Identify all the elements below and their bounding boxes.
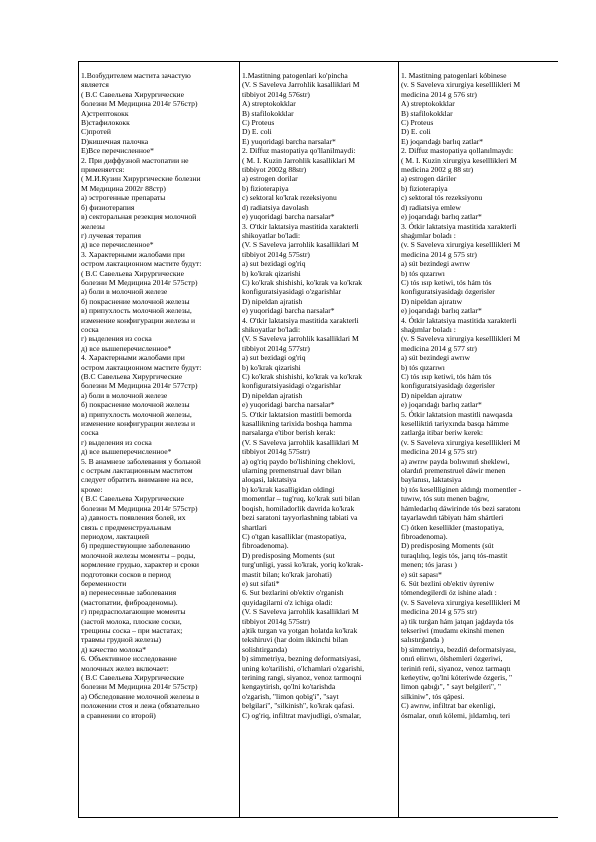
text-line: (v. S Saveleva xirurgiya keselllikleri M: [401, 437, 521, 447]
text-line: C) ótken kesellikler (mastopatiya,: [401, 522, 504, 532]
text-line: C) awrıw, infiltrat bar ekenligi,: [401, 701, 496, 711]
text-line: shaǵımlar boladı :: [401, 324, 456, 334]
text-line: г) выделения из соска: [81, 334, 152, 344]
text-line: a) tik turǵan hám jatqan jaǵdayda tós: [401, 616, 514, 626]
text-line: б) предшествующие заболеванию: [81, 541, 191, 551]
text-line: turg'unligi, yassi ko'krak, yoriq ko'krak-: [242, 560, 364, 570]
text-line: tibbiyot 2014g 575str): [242, 447, 310, 457]
text-line: болезни М Медицина 2014г 576стр): [81, 99, 198, 109]
text-line: 5. Ótkir laktatsion mastitli nawqasda: [401, 409, 513, 419]
text-line: следует обратить внимание на все,: [81, 475, 194, 485]
text-line: konfiguratsiyasidaǵı ózgerisler: [401, 287, 495, 297]
text-line: кроме:: [81, 484, 103, 494]
text-line: D)кишечная палочка: [81, 136, 149, 146]
text-line: в) припухлость молочной железы,: [81, 409, 192, 419]
text-line: 1. Mastitning patogenlari kóbinese: [401, 71, 507, 80]
text-line: tibbiyot 2002g 88str): [242, 165, 307, 175]
text-line: medicina 2014 g 575 str): [401, 607, 477, 617]
text-line: а) давность появления болей, их: [81, 513, 186, 523]
text-line: e) yuqoridagi barcha narsalar*: [242, 306, 335, 316]
text-line: keńeytiw, qo'lni kóteriwde ózgeris, ": [401, 673, 513, 682]
text-line: a) awrıw payda bolıwınıń sheklewi,: [401, 456, 510, 466]
text-line: belgilari", "silkinish", ko'krak qafasi.: [242, 701, 355, 711]
text-line: 4. O'tkir laktatsiya mastitida xarakterli: [242, 315, 359, 325]
text-line: Е)Все перечисленное*: [81, 146, 154, 156]
text-line: 1.Mastitning patogenlari ko'pincha: [242, 71, 348, 80]
text-line: bezi saratoni tayyorlashning tabiati va: [242, 513, 358, 523]
text-line: A) streptokokklar: [401, 99, 455, 109]
text-line: 3. O'tkir laktatsiya mastitida xarakterli: [242, 221, 359, 231]
text-line: o'zgarish, "limon qobig'i", "sayt: [242, 691, 339, 701]
text-line: 5. O'tkir laktatsion mastitli bemorda: [242, 409, 352, 419]
text-line: kasallikning tarixida boshqa hamma: [242, 419, 352, 429]
text-line: в) припухлость молочной железы,: [81, 306, 192, 316]
text-line: 1.Возбудителем мастита зачастую: [81, 71, 191, 80]
text-line: e) joqarıdaǵı barlıq zatlar*: [401, 306, 482, 316]
text-line: konfiguratsiyasidaǵı ózgerisler: [401, 381, 495, 391]
text-line: С)протей: [81, 127, 111, 137]
text-line: 3. Характерными жалобами при: [81, 249, 185, 259]
text-line: (v. S Saveleva xirurgiya keselllikleri M: [401, 240, 521, 250]
text-line: молочной железы моменты – роды,: [81, 550, 196, 560]
text-line: C) ko'krak shishishi, ko'krak va ko'krak: [242, 372, 363, 381]
text-line: соска: [81, 324, 99, 334]
text-line: д) качество молока*: [81, 644, 147, 654]
text-line: c) sektoral tós rezeksiyonu: [401, 193, 483, 203]
text-line: medicina 2014 g 575 str): [401, 249, 477, 259]
text-line: kengaytirish, qo'lni ko'tarishda: [242, 682, 336, 692]
text-line: д) все вышеперечисленное*: [81, 343, 172, 353]
text-line: 2. Diffuz mastopatiya qollanılmaydı:: [401, 146, 514, 156]
text-line: b) tós qızarıwı: [401, 362, 445, 372]
text-line: а) боли в молочной железе: [81, 390, 168, 400]
text-line: tibbiyot 2014g 576str): [242, 89, 310, 99]
text-line: железы: [81, 221, 105, 231]
text-line: shikoyatlar bo'ladi:: [242, 324, 301, 334]
text-line: c) sektoral ko'krak rezeksiyonu: [242, 193, 337, 203]
text-line: a)tik turgan va yotgan holatda ko'krak: [242, 625, 358, 635]
text-line: ósmalar, onıń kólemi, jıldamlıq, teri: [401, 710, 511, 720]
text-line: C) og'riq, infiltrat mavjudligi, o'smalar,: [242, 710, 362, 720]
text-line: а) эстрогенные препараты: [81, 193, 166, 203]
text-line: 2. Diffuz mastopatiya qo'llanilmaydi:: [242, 146, 356, 156]
text-line: 4. Ótkir laktatsiya mastitida xarakterli: [401, 315, 517, 325]
text-line: 3. Ótkir laktatsiya mastitida xarakterli: [401, 221, 517, 231]
text-line: b) ko'krak qizarishi: [242, 268, 301, 278]
text-line: b) simmetriya, bezning deformatsiyasi,: [242, 654, 361, 664]
text-line: fibroadenoma).: [242, 541, 289, 551]
text-line: boqish, homiladorlik davrida ko'krak: [242, 503, 355, 513]
text-line: ( В.С Савельева Хирургические: [81, 268, 184, 278]
text-line: ( В.С Савельева Хирургические: [81, 89, 184, 99]
text-line: травмы грудной железы): [81, 635, 162, 645]
text-line: momentlar – tug'ruq, ko'krak suti bilan: [242, 494, 360, 504]
text-line: b) tós kesellliginen aldınǵı momentler -: [401, 484, 521, 494]
text-line: трещины соска – при мастатах;: [81, 625, 183, 635]
text-line: silkiniw", tós qápesi.: [401, 691, 465, 701]
text-line: 6. Sut bezlarini ob'ektiv o'rganish: [242, 588, 344, 598]
text-line: C) tós ısıp ketiwi, tós hám tós: [401, 277, 492, 287]
text-line: konfiguratsiyasidagi o'zgarishlar: [242, 287, 342, 297]
text-line: B) stafilokokklar: [401, 108, 453, 118]
text-line: shikoyatlar bo'ladi:: [242, 230, 301, 240]
text-line: (V. S Saveleva jarrohlik kasalliklari M: [242, 334, 359, 344]
text-line: D) nipeldan ajratish: [242, 296, 303, 306]
text-line: ( В.С Савельева Хирургические: [81, 494, 184, 504]
text-line: a) sút bezindegi awrıw: [401, 353, 470, 363]
text-line: (v. S Saveleva xirurgiya keselllikleri M: [401, 334, 521, 344]
text-line: e) sút sapası*: [401, 569, 442, 579]
text-line: 5. В анамнезе заболевания у больной: [81, 456, 201, 466]
text-line: соска: [81, 428, 99, 438]
text-line: с острым лактационным маститом: [81, 466, 193, 476]
text-line: D) nipeldan ajıratıw: [401, 296, 463, 306]
text-line: d) radiatsiya emlew: [401, 202, 461, 212]
text-line: tómendegilerdi óz ishine aladı :: [401, 588, 497, 598]
text-line: a) sút bezindegi awrıw: [401, 259, 470, 269]
text-line: keselliktiń tariyxında basqa hámme: [401, 419, 509, 429]
text-line: tibbiyot 2014g 577str): [242, 343, 310, 353]
text-line: limon qabıǵı", " sayt belgileri", ": [401, 682, 501, 692]
text-line: (V. S Saveleva jarrohlik kasalliklari M: [242, 437, 359, 447]
text-line: medicina 2002 g 88 str): [401, 165, 474, 175]
text-line: болезни М Медицина 2014г 575стр): [81, 277, 198, 287]
text-line: D) E. coli: [242, 127, 272, 137]
text-line: shaǵımlar boladı :: [401, 230, 456, 240]
text-line: uning ko'tarilishi, o'lchamlari o'zgarishi,: [242, 663, 364, 673]
text-line: b) simmetriya, bezdiń deformatsiyası,: [401, 644, 516, 654]
text-line: e) joqarıdaǵı barlıq zatlar*: [401, 400, 482, 410]
text-line: б) физиотерапия: [81, 202, 135, 212]
text-line: medicina 2014 g 575 str): [401, 447, 477, 457]
text-line: кормление грудью, характер и сроки: [81, 560, 199, 570]
text-line: terining rangi, siyanoz, venoz tarmoqni: [242, 673, 362, 682]
text-line: menen; tós jarası ): [401, 560, 457, 570]
text-line: беременности: [81, 578, 127, 588]
text-line: a) estrogen dorilar: [242, 174, 298, 184]
text-line: b) tós qızarıwı: [401, 268, 445, 278]
text-line: narsalarga e'tibor berish kerak:: [242, 428, 336, 438]
text-line: olardıń premenstruel dáwir menen: [401, 466, 506, 476]
text-line: E) yuqoridagi barcha narsalar*: [242, 136, 336, 146]
text-line: medicina 2014 g 577 str): [401, 343, 477, 353]
text-line: e) yuqoridagi barcha narsalar*: [242, 212, 335, 222]
text-line: (V. S Saveleva jarrohlik kasalliklari M: [242, 240, 359, 250]
text-line: teriniń reńi, siyanoz, venoz tarmaqtı: [401, 663, 511, 673]
text-line: А)стрептококк: [81, 108, 129, 118]
text-line: болезни М Медицина 2014г 575стр): [81, 682, 198, 692]
text-line: г) предрасполагающие моменты: [81, 607, 186, 617]
text-line: (В.С Савельева Хирургические: [81, 372, 183, 381]
text-line: болезни М Медицина 2014г 575стр): [81, 503, 198, 513]
text-line: C) Proteus: [401, 118, 434, 128]
text-line: medicina 2014 g 576 str): [401, 89, 477, 99]
question-table: [78, 61, 558, 818]
text-line: связь с предменструальным: [81, 522, 172, 532]
text-line: периодом, лактацией: [81, 531, 150, 541]
question-table-container: [78, 61, 558, 818]
text-line: д) все перечисленное*: [81, 240, 154, 250]
text-line: quyidagilarni o'z ichiga oladi:: [242, 597, 333, 607]
text-line: solishtirganda): [242, 644, 287, 654]
text-line: (V. S Saveleva Jarrohlik kasalliklari M: [242, 80, 360, 90]
text-line: остром лактационном мастите будут:: [81, 259, 202, 269]
text-line: C) Proteus: [242, 118, 275, 128]
column-karakalpak: [399, 62, 559, 818]
text-line: b) ko'krak qizarishi: [242, 362, 301, 372]
text-line: C) o'tgan kasalliklar (mastopatiya,: [242, 531, 347, 541]
text-line: (v. S Saveleva xirurgiya keselllikleri M: [401, 80, 521, 90]
text-line: b) ko'krak kasalligidan oldingi: [242, 484, 335, 494]
text-line: konfiguratsiyasidagi o'zgarishlar: [242, 381, 342, 391]
text-line: baylanısı, laktatsiya: [401, 475, 462, 485]
text-line: (мастопатии, фиброаденомы).: [81, 597, 178, 607]
text-line: C) tós ısıp ketiwi, tós hám tós: [401, 372, 492, 381]
text-line: болезни М Медицина 2014г 577стр): [81, 381, 198, 391]
text-line: ( M. I. Kuzin Jarrohlik kasalliklari M: [242, 155, 356, 165]
text-line: в) перенесенные заболевания: [81, 588, 177, 598]
text-line: а) Обследование молочной железы в: [81, 691, 200, 701]
text-line: e) joqarıdaǵı barlıq zatlar*: [401, 212, 482, 222]
text-line: C) ko'krak shishishi, ko'krak va ko'krak: [242, 277, 363, 287]
text-line: A) streptokokklar: [242, 99, 296, 109]
text-line: 6. Sút bezlini ob'ektiv úyreniw: [401, 578, 495, 588]
text-line: salıstırǵanda ): [401, 635, 444, 645]
text-line: применяется:: [81, 165, 125, 175]
text-line: ( M. I. Kuzin xirurgiya keselllikleri M: [401, 155, 517, 165]
text-line: является: [81, 80, 109, 90]
text-line: положении стоя и лежа (обязательно: [81, 701, 200, 711]
text-line: tibbiyot 2014g 575str): [242, 616, 310, 626]
text-line: ( В.С Савельева Хирургические: [81, 673, 184, 682]
text-line: б) покраснение молочной железы: [81, 296, 190, 306]
text-line: E) joqarıdaǵı barlıq zatlar*: [401, 136, 484, 146]
text-line: 4. Характерными жалобами при: [81, 353, 185, 363]
text-line: a) sut bezidagi og'riq: [242, 353, 306, 363]
text-line: D) nipeldan ajratish: [242, 390, 303, 400]
text-line: tibbiyot 2014g 575str): [242, 249, 310, 259]
text-line: D) E. coli: [401, 127, 431, 137]
column-uzbek: [240, 62, 399, 818]
text-line: shartlari: [242, 522, 267, 532]
text-line: ularning premenstrual davr bilan: [242, 466, 342, 476]
text-line: д) все вышеперечисленное*: [81, 447, 172, 457]
text-line: (V. S Saveleva jarrohlik kasalliklari M: [242, 607, 359, 617]
text-line: ( М.И.Кузин Хирургические болезни: [81, 174, 201, 184]
text-line: б) покраснение молочной железы: [81, 400, 190, 410]
text-line: 2. При диффузной мастопатии не: [81, 155, 189, 165]
text-line: г) лучевая терапия: [81, 230, 141, 240]
text-line: в сравнении со второй): [81, 710, 156, 720]
text-line: tayarlawdıń tábiyatı hám shártleri: [401, 513, 504, 523]
text-line: в) секторальная резекция молочной: [81, 212, 197, 222]
column-russian: [79, 62, 240, 818]
text-line: a) og'riq paydo bo'lishining cheklovi,: [242, 456, 356, 466]
text-line: tekseriwi (mudamı ekinshi menen: [401, 625, 505, 635]
text-line: остром лактационном мастите будут:: [81, 362, 202, 372]
text-line: молочных желез включает:: [81, 663, 169, 673]
text-line: d) radiatsiya davolash: [242, 202, 309, 212]
text-line: подготовки сосков в период: [81, 569, 171, 579]
table-row: [79, 62, 559, 818]
text-line: М Медицина 2002г 88стр): [81, 183, 166, 193]
text-line: onıń ełirıwı, ólshemleri ózgeriwi,: [401, 654, 503, 664]
text-line: изменение конфигурации железы и: [81, 419, 196, 429]
text-line: a) estrogen dáriler: [401, 174, 457, 184]
text-line: а) боли в молочной железе: [81, 287, 168, 297]
text-line: fibroadenoma).: [401, 531, 448, 541]
text-line: (застой молока, плоские соски,: [81, 616, 182, 626]
text-line: 6. Объективное исследование: [81, 654, 177, 664]
text-line: turaqlılıq, legis tós, jarıq tós-mastit: [401, 550, 508, 560]
text-line: aloqasi, laktatsiya: [242, 475, 297, 485]
text-line: zatlarǵa itibar beriw kerek:: [401, 428, 484, 438]
text-line: b) fizioterapiya: [242, 183, 289, 193]
text-line: D) nipeldan ajıratıw: [401, 390, 463, 400]
text-line: b) fizioterapiya: [401, 183, 448, 193]
text-line: e) yuqoridagi barcha narsalar*: [242, 400, 335, 410]
text-line: tuwıw, tós sutı menen baǵıw,: [401, 494, 490, 504]
text-line: D) predisposing Moments (sút: [401, 541, 494, 551]
text-line: a) sut bezidagi og'riq: [242, 259, 306, 269]
text-line: В)стафилококк: [81, 118, 130, 128]
text-line: D) predisposing Moments (sut: [242, 550, 335, 560]
text-line: mastit bilan; ko'krak jarohati): [242, 569, 332, 579]
text-line: e) sut sifati*: [242, 578, 280, 588]
text-line: г) выделения из соска: [81, 437, 152, 447]
text-line: изменение конфигурации железы и: [81, 315, 196, 325]
text-line: tekshiruvi (har doim ikkinchi bilan: [242, 635, 348, 645]
text-line: (v. S Saveleva xirurgiya keselllikleri M: [401, 597, 521, 607]
text-line: B) stafilokokklar: [242, 108, 294, 118]
text-line: hámledarlıq dáwirinde tós bezi saratonı: [401, 503, 521, 513]
